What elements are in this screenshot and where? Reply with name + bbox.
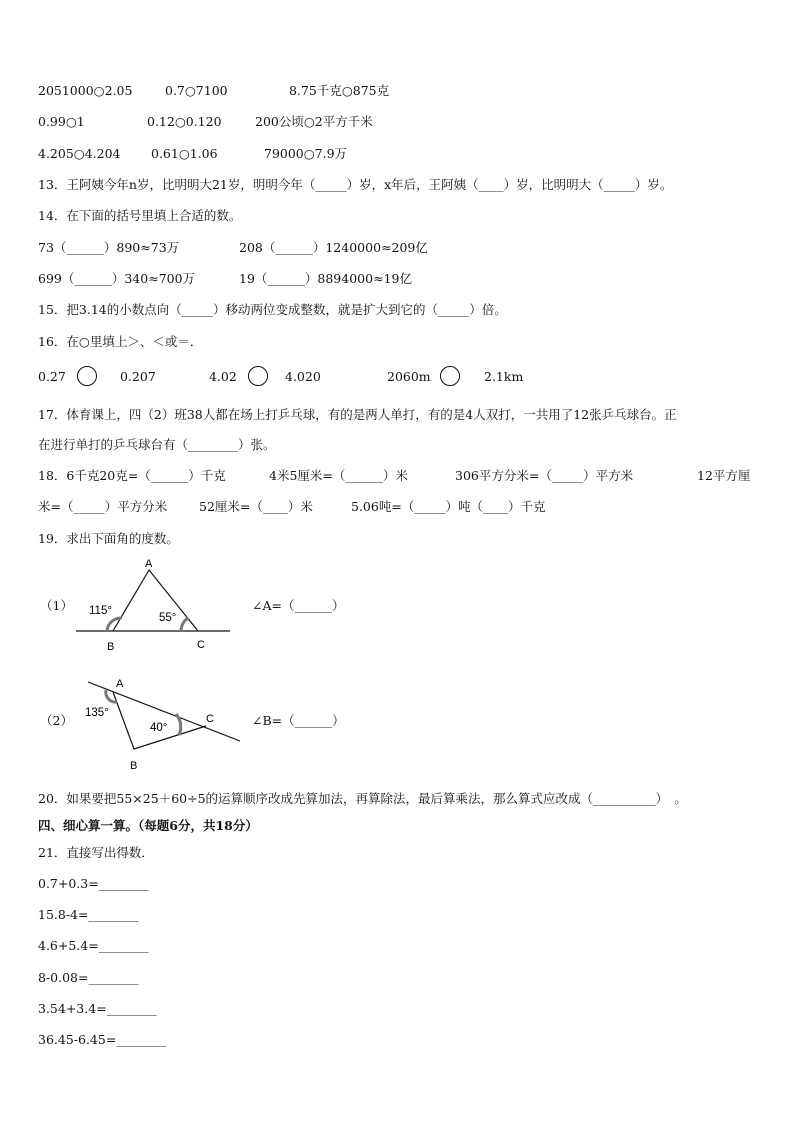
angle-40-label: 40° (150, 722, 168, 734)
q21-item: 0.7+0.3=________ (38, 876, 149, 891)
compare-item: 0.99○1 (38, 114, 85, 129)
angle-115-label: 115° (89, 605, 112, 617)
q16-label: 4.020 (285, 369, 321, 384)
compare-item: 79000○7.9万 (264, 146, 348, 161)
angle-135-label: 135° (85, 707, 109, 719)
q14-item: 73（______）890≈73万 (38, 240, 180, 255)
q18-item: 12平方厘 (697, 468, 751, 483)
compare-circle[interactable] (440, 366, 460, 386)
vertex-a-label: A (145, 558, 153, 570)
q16-label: 2060m (387, 369, 431, 384)
question-17-line2: 在进行单打的乒乓球台有（________）张。 (38, 437, 276, 452)
q18-item: 306平方分米=（_____）平方米 (455, 468, 634, 483)
q16-label: 0.207 (120, 369, 156, 384)
vertex-a-label: A (116, 678, 124, 690)
compare-item: 8.75千克○875克 (289, 83, 390, 98)
question-19-title: 19．求出下面角的度数。 (38, 531, 179, 546)
q18-item: 18．6千克20克=（______）千克 (38, 468, 226, 483)
vertex-c-label: C (197, 639, 205, 651)
compare-circle[interactable] (77, 366, 97, 386)
question-17-line1: 17．体育课上，四（2）班38人都在场上打乒乓球，有的是两人单打，有的是4人双打，一共用了12张乒乓球台。正 (38, 407, 677, 422)
q21-item: 36.45-6.45=________ (38, 1032, 167, 1047)
fig1-answer: ∠A=（______） (252, 598, 345, 613)
compare-item: 2051000○2.05 (38, 83, 133, 98)
q14-item: 699（______）340≈700万 (38, 271, 196, 286)
question-21-title: 21．直接写出得数． (38, 845, 154, 860)
question-16-title: 16．在○里填上＞、＜或＝． (38, 334, 203, 349)
question-15: 15．把3.14的小数点向（_____）移动两位变成整数，就是扩大到它的（_____）倍。 (38, 302, 507, 317)
vertex-b-label: B (107, 641, 115, 653)
q16-label: 4.02 (209, 369, 237, 384)
vertex-b-label: B (130, 760, 138, 772)
compare-circle[interactable] (248, 366, 268, 386)
q21-item: 3.54+3.4=________ (38, 1001, 157, 1016)
compare-item: 200公顷○2平方千米 (255, 114, 373, 129)
question-13: 13．王阿姨今年n岁，比明明大21岁，明明今年（_____）岁，x年后，王阿姨（____）岁，比明明大（_____）岁。 (38, 177, 673, 192)
question-20: 20．如果要把55×25＋60÷5的运算顺序改成先算加法，再算除法，最后算乘法，那么算式应改成（__________） 。 (38, 791, 687, 806)
q18-item: 4米5厘米=（______）米 (269, 468, 408, 483)
triangle-figure-1 (70, 552, 240, 657)
angle-55-label: 55° (159, 612, 177, 624)
q16-label: 2.1km (484, 369, 524, 384)
triangle-figure-2 (80, 672, 245, 777)
q14-item: 208（______）1240000≈209亿 (239, 240, 428, 255)
q18-item: 米=（_____）平方分米 (38, 499, 168, 514)
q18-item: 5.06吨=（_____）吨（____）千克 (351, 499, 546, 514)
compare-item: 0.7○7100 (165, 83, 228, 98)
q18-item: 52厘米=（____）米 (199, 499, 313, 514)
q16-label: 0.27 (38, 369, 66, 384)
q21-item: 4.6+5.4=________ (38, 938, 149, 953)
fig1-label: （1） (40, 598, 73, 613)
compare-item: 4.205○4.204 (38, 146, 121, 161)
q21-item: 8-0.08=________ (38, 970, 139, 985)
compare-item: 0.12○0.120 (147, 114, 222, 129)
fig2-label: （2） (40, 713, 73, 728)
fig2-answer: ∠B=（______） (252, 713, 345, 728)
q14-item: 19（______）8894000≈19亿 (239, 271, 412, 286)
compare-item: 0.61○1.06 (151, 146, 218, 161)
q21-item: 15.8-4=________ (38, 907, 139, 922)
question-14-title: 14．在下面的括号里填上合适的数。 (38, 208, 242, 223)
section-4-heading: 四、细心算一算。（每题6分，共18分） (38, 818, 258, 833)
vertex-c-label: C (206, 713, 214, 725)
